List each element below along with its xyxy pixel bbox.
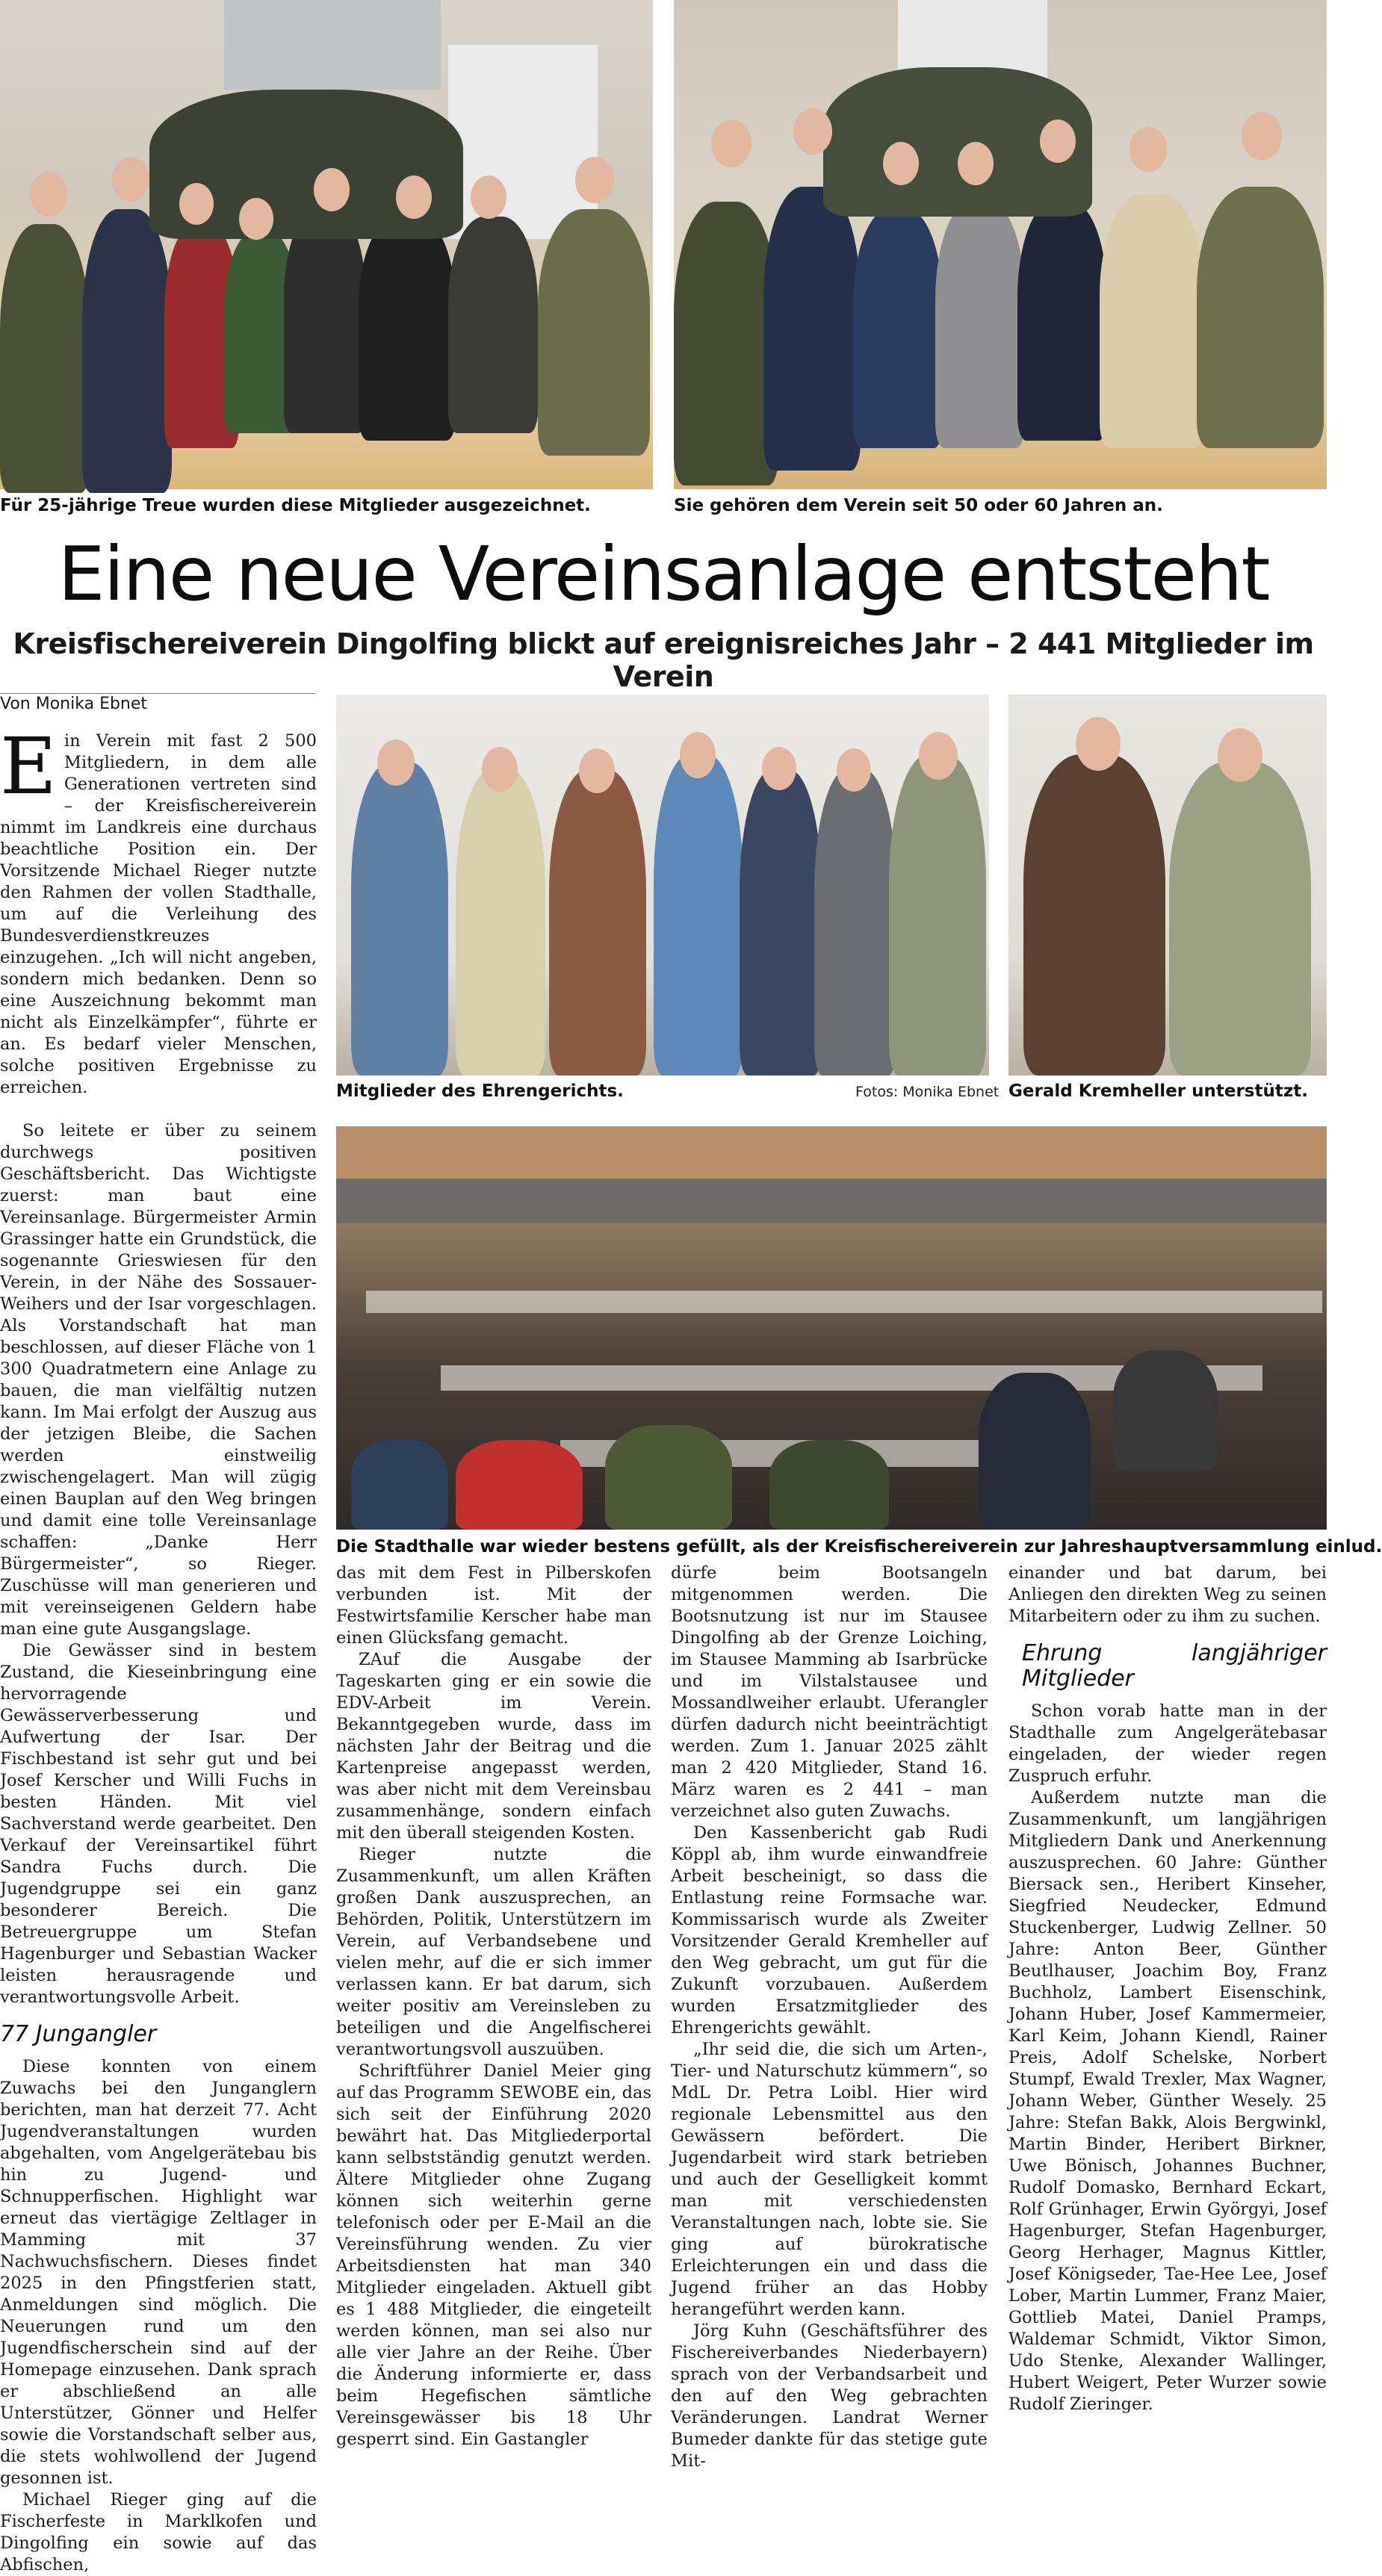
article-col1-para1: Ein Verein mit fast 2 500 Mitgliedern, in dem alle Generationen vertreten sind – der Kreisfischereiverein nimmt im Landkreis eine durchaus beachtliche Position ein. Der Vorsitzende Michael Rieger nutzte den Rahmen der vollen Stadthalle, um auf die Verleihung des Bundesverdienstkreuzes einzugehen. „Ich will nicht angeben, sondern mich bedanken. Denn so eine Auszeichnung bekommt man nicht als Einzelkämpfer“, führte er an. Es bedarf vieler Menschen, solche positiven Ergebnisse zu erreichen. xyxy=(0,721,317,1097)
article-col1-para5: Michael Rieger ging auf die Fischerfeste in Marklkofen und Dingolfing ein sowie auf das Abfischen, xyxy=(0,2490,317,2575)
caption-kremheller: Gerald Kremheller unterstützt. xyxy=(1008,1081,1308,1101)
subheading-jungangler: 77 Jungangler xyxy=(0,2021,157,2047)
headline: Eine neue Vereinsanlage entsteht xyxy=(58,530,1269,618)
photo-ehrengericht xyxy=(336,695,989,1076)
article-col4-para2: Schon vorab hatte man in der Stadthalle zum Angelgerätebasar eingeladen, der wieder regen Zuspruch erfuhr. xyxy=(1008,1701,1327,1786)
dropcap: E xyxy=(0,721,57,812)
article-col4-para1: einander und bat darum, bei Anliegen den direkten Weg zu seinen Mitarbeitern oder zu ihm zu suchen. xyxy=(1008,1563,1327,1626)
photo-50-60-year-members xyxy=(674,0,1327,489)
article-col2-para2: ZAuf die Ausgabe der Tageskarten ging er ein sowie die EDV-Arbeit im Verein. Bekanntgegeben wurde, dass im nächsten Jahr der Beitrag und die Kartenpreise angepasst werden, was aber nicht mit dem Vereinsbau zusammenhänge, sondern einfach mit den überall steigenden Kosten. xyxy=(336,1650,651,1843)
article-column-1 xyxy=(0,721,317,2575)
caption-25-year-members: Für 25-jährige Treue wurden diese Mitglieder ausgezeichnet. xyxy=(0,496,591,515)
article-col1-para2: So leitete er über zu seinem durchwegs positiven Geschäftsbericht. Das Wichtigste zuerst: man baut eine Vereinsanlage. Bürgermeister Armin Grassinger hatte ein Grundstück, die sogenannte Grieswiesen für den Verein, in der Nähe des Sossauer-Weihers und der Isar vorgeschlagen. Als Vorstandschaft hat man beschlossen, auf dieser Fläche von 1 300 Quadratmetern eine Anlage zu bauen, die man vielfältig nutzen kann. Im Mai erfolgt der Auszug aus der jetzigen Bleibe, die Sachen werden einstweilig zwischengelagert. Man will zügig einen Bauplan auf den Weg bringen und damit eine tolle Vereinsanlage schaffen: „Danke Herr Bürgermeister“, so Rieger. Zuschüsse will man generieren und mit vereinseigenen Geldern habe man eine gute Ausgangslage. xyxy=(0,1121,317,1639)
article-column-2 xyxy=(336,1562,651,2450)
subheadline: Kreisfischereiverein Dingolfing blickt auf ereignisreiches Jahr – 2 441 Mitglieder im Verein xyxy=(13,627,1314,693)
photo-credit: Fotos: Monika Ebnet xyxy=(855,1084,1000,1100)
article-col3-para4: Jörg Kuhn (Geschäftsführer des Fischereiverbandes Niederbayern) sprach von der Verbandsarbeit und den auf den Weg gebrachten Veränderungen. Landrat Werner Bumeder dankte für das stetige gute Mit- xyxy=(671,2321,988,2471)
caption-50-60-year-members: Sie gehören dem Verein seit 50 oder 60 Jahren an. xyxy=(674,496,1163,515)
photo-25-year-members xyxy=(0,0,653,489)
byline: Von Monika Ebnet xyxy=(0,695,148,713)
caption-stadthalle: Die Stadthalle war wieder bestens gefüllt, als der Kreisfischereiverein zur Jahreshauptversammlung einlud. xyxy=(336,1537,1382,1557)
article-col1-para4: Diese konnten von einem Zuwachs bei den Junganglern berichten, man hat derzeit 77. Acht Jugendveranstaltungen wurden abgehalten, vom Angelgerätebau bis hin zu Jugend- und Schnupperfischen. Highlight war erneut das viertägige Zeltlager in Mamming mit 37 Nachwuchsfischern. Dieses findet 2025 in den Pfingstferien statt, Anmeldungen sind möglich. Die Neuerungen rund um den Jugendfischerschein sind auf der Homepage einzusehen. Dank sprach er abschließend an alle Unterstützer, Gönner und Helfer sowie die Vorstandschaft selber aus, die stets wohlwollend der Jugend gesonnen ist. xyxy=(0,2057,317,2488)
photo-stadthalle xyxy=(336,1126,1327,1530)
subheading-ehrung: Ehrung langjähriger Mitglieder xyxy=(1022,1640,1327,1692)
article-col2-para3: Rieger nutzte die Zusammenkunft, um allen Kräften großen Dank auszusprechen, an Behörden, Politik, Unterstützern im Verein, auf Verbandsebene und vielen mehr, auf die er sich immer verlassen kann. Er bat darum, sich weiter positiv am Vereinsleben zu beteiligen und die Angelfischerei verantwortungsvoll auszuüben. xyxy=(336,1845,651,2059)
article-col3-para3: „Ihr seid die, die sich um Arten-, Tier- und Naturschutz kümmern“, so MdL Dr. Petra Loibl. Hier wird regionale Lebensmittel aus den Gewässern befördert. Die Jugendarbeit wird stark betrieben und auch der Geselligkeit kommt man mit verschiedensten Veranstaltungen nach, lobte sie. Sie ging auf bürokratische Erleichterungen ein und dass die Jugend früher an das Hobby herangeführt werden kann. xyxy=(671,2040,988,2319)
article-column-3 xyxy=(671,1562,988,2471)
article-col2-para4: Schriftführer Daniel Meier ging auf das Programm SEWOBE ein, das sich seit der Einführung 2020 bewährt hat. Das Mitgliederportal kann selbstständig genutzt werden. Ältere Mitglieder ohne Zugang können sich weiterhin gerne telefonisch oder per E-Mail an die Vereinsführung wenden. Zu vier Arbeitsdiensten hat man 340 Mitglieder eingeladen. Aktuell gibt es 1 488 Mitglieder, die eingeteilt werden können, man sei also nur alle vier Jahre an der Reihe. Über die Änderung informierte er, dass beim Hegefischen sämtliche Vereinsgewässer bis 18 Uhr gesperrt sind. Ein Gastangler xyxy=(336,2061,651,2449)
photo-kremheller xyxy=(1008,695,1327,1076)
caption-ehrengericht: Mitglieder des Ehrengerichts. xyxy=(336,1081,624,1101)
article-col3-para2: Den Kassenbericht gab Rudi Köppl ab, ihm wurde einwandfreie Arbeit bescheinigt, so dass die Entlastung reine Formsache war. Kommissarisch wurde als Zweiter Vorsitzender Gerald Kremheller auf den Weg gebracht, um gut für die Zukunft vorzubauen. Außerdem wurden Ersatzmitglieder des Ehrengerichts gewählt. xyxy=(671,1823,988,2037)
article-col1-para3: Die Gewässer sind in bestem Zustand, die Kieseinbringung eine hervorragende Gewässerverbesserung und Aufwertung der Isar. Der Fischbestand ist sehr gut und bei Josef Kerscher und Willi Fuchs in besten Händen. Mit viel Sachverstand werde gearbeitet. Den Verkauf der Vereinsartikel führt Sandra Fuchs durch. Die Jugendgruppe sei ein ganz besonderer Bereich. Die Betreuergruppe um Stefan Hagenburger und Sebastian Wacker leisten herausragende und verantwortungsvolle Arbeit. xyxy=(0,1641,317,2007)
article-column-4 xyxy=(1008,1562,1327,2450)
article-col4-para3: Außerdem nutzte man die Zusammenkunft, um langjährigen Mitgliedern Dank und Anerkennung auszusprechen. 60 Jahre: Günther Biersack sen., Heribert Kinseher, Siegfried Neudecker, Edmund Stuckenberger, Ludwig Zellner. 50 Jahre: Anton Beer, Günther Beutlhauser, Joachim Boy, Franz Buchholz, Lambert Eisenschink, Johann Huber, Josef Kammermeier, Karl Keim, Johann Kiendl, Rainer Preis, Adolf Schelske, Norbert Stumpf, Ewald Trexler, Max Wagner, Johann Weber, Günther Wesely. 25 Jahre: Stefan Bakk, Alois Bergwinkl, Martin Binder, Heribert Birkner, Uwe Bönisch, Johannes Buchner, Rudolf Domasko, Bernhard Eckart, Rolf Grünhager, Erwin Györgyi, Josef Hagenburger, Stefan Hagenburger, Georg Herhager, Magnus Kittler, Josef Königseder, Tae-Hee Lee, Josef Lober, Martin Lummer, Franz Maier, Gottlieb Matei, Daniel Pramps, Waldemar Schmidt, Viktor Simon, Udo Stenke, Alexander Wallinger, Hubert Weigert, Peter Wurzer sowie Rudolf Zieringer. xyxy=(1008,1788,1327,2414)
article-col3-para1: dürfe beim Bootsangeln mitgenommen werden. Die Bootsnutzung ist nur im Stausee Dingolfing ab der Grenze Loiching, im Stausee Mamming ab Isarbrücke und im Vilstalstausee und Mossandlweiher erlaubt. Uferangler dürfen dadurch nicht beeinträchtigt werden. Zum 1. Januar 2025 zählt man 2 420 Mitglieder, Stand 16. März waren es 2 441 – man verzeichnet also guten Zuwachs. xyxy=(671,1563,988,1821)
article-col2-para1: das mit dem Fest in Pilberskofen verbunden ist. Mit der Festwirtsfamilie Kerscher habe man einen Glücksfang gemacht. xyxy=(336,1563,651,1648)
